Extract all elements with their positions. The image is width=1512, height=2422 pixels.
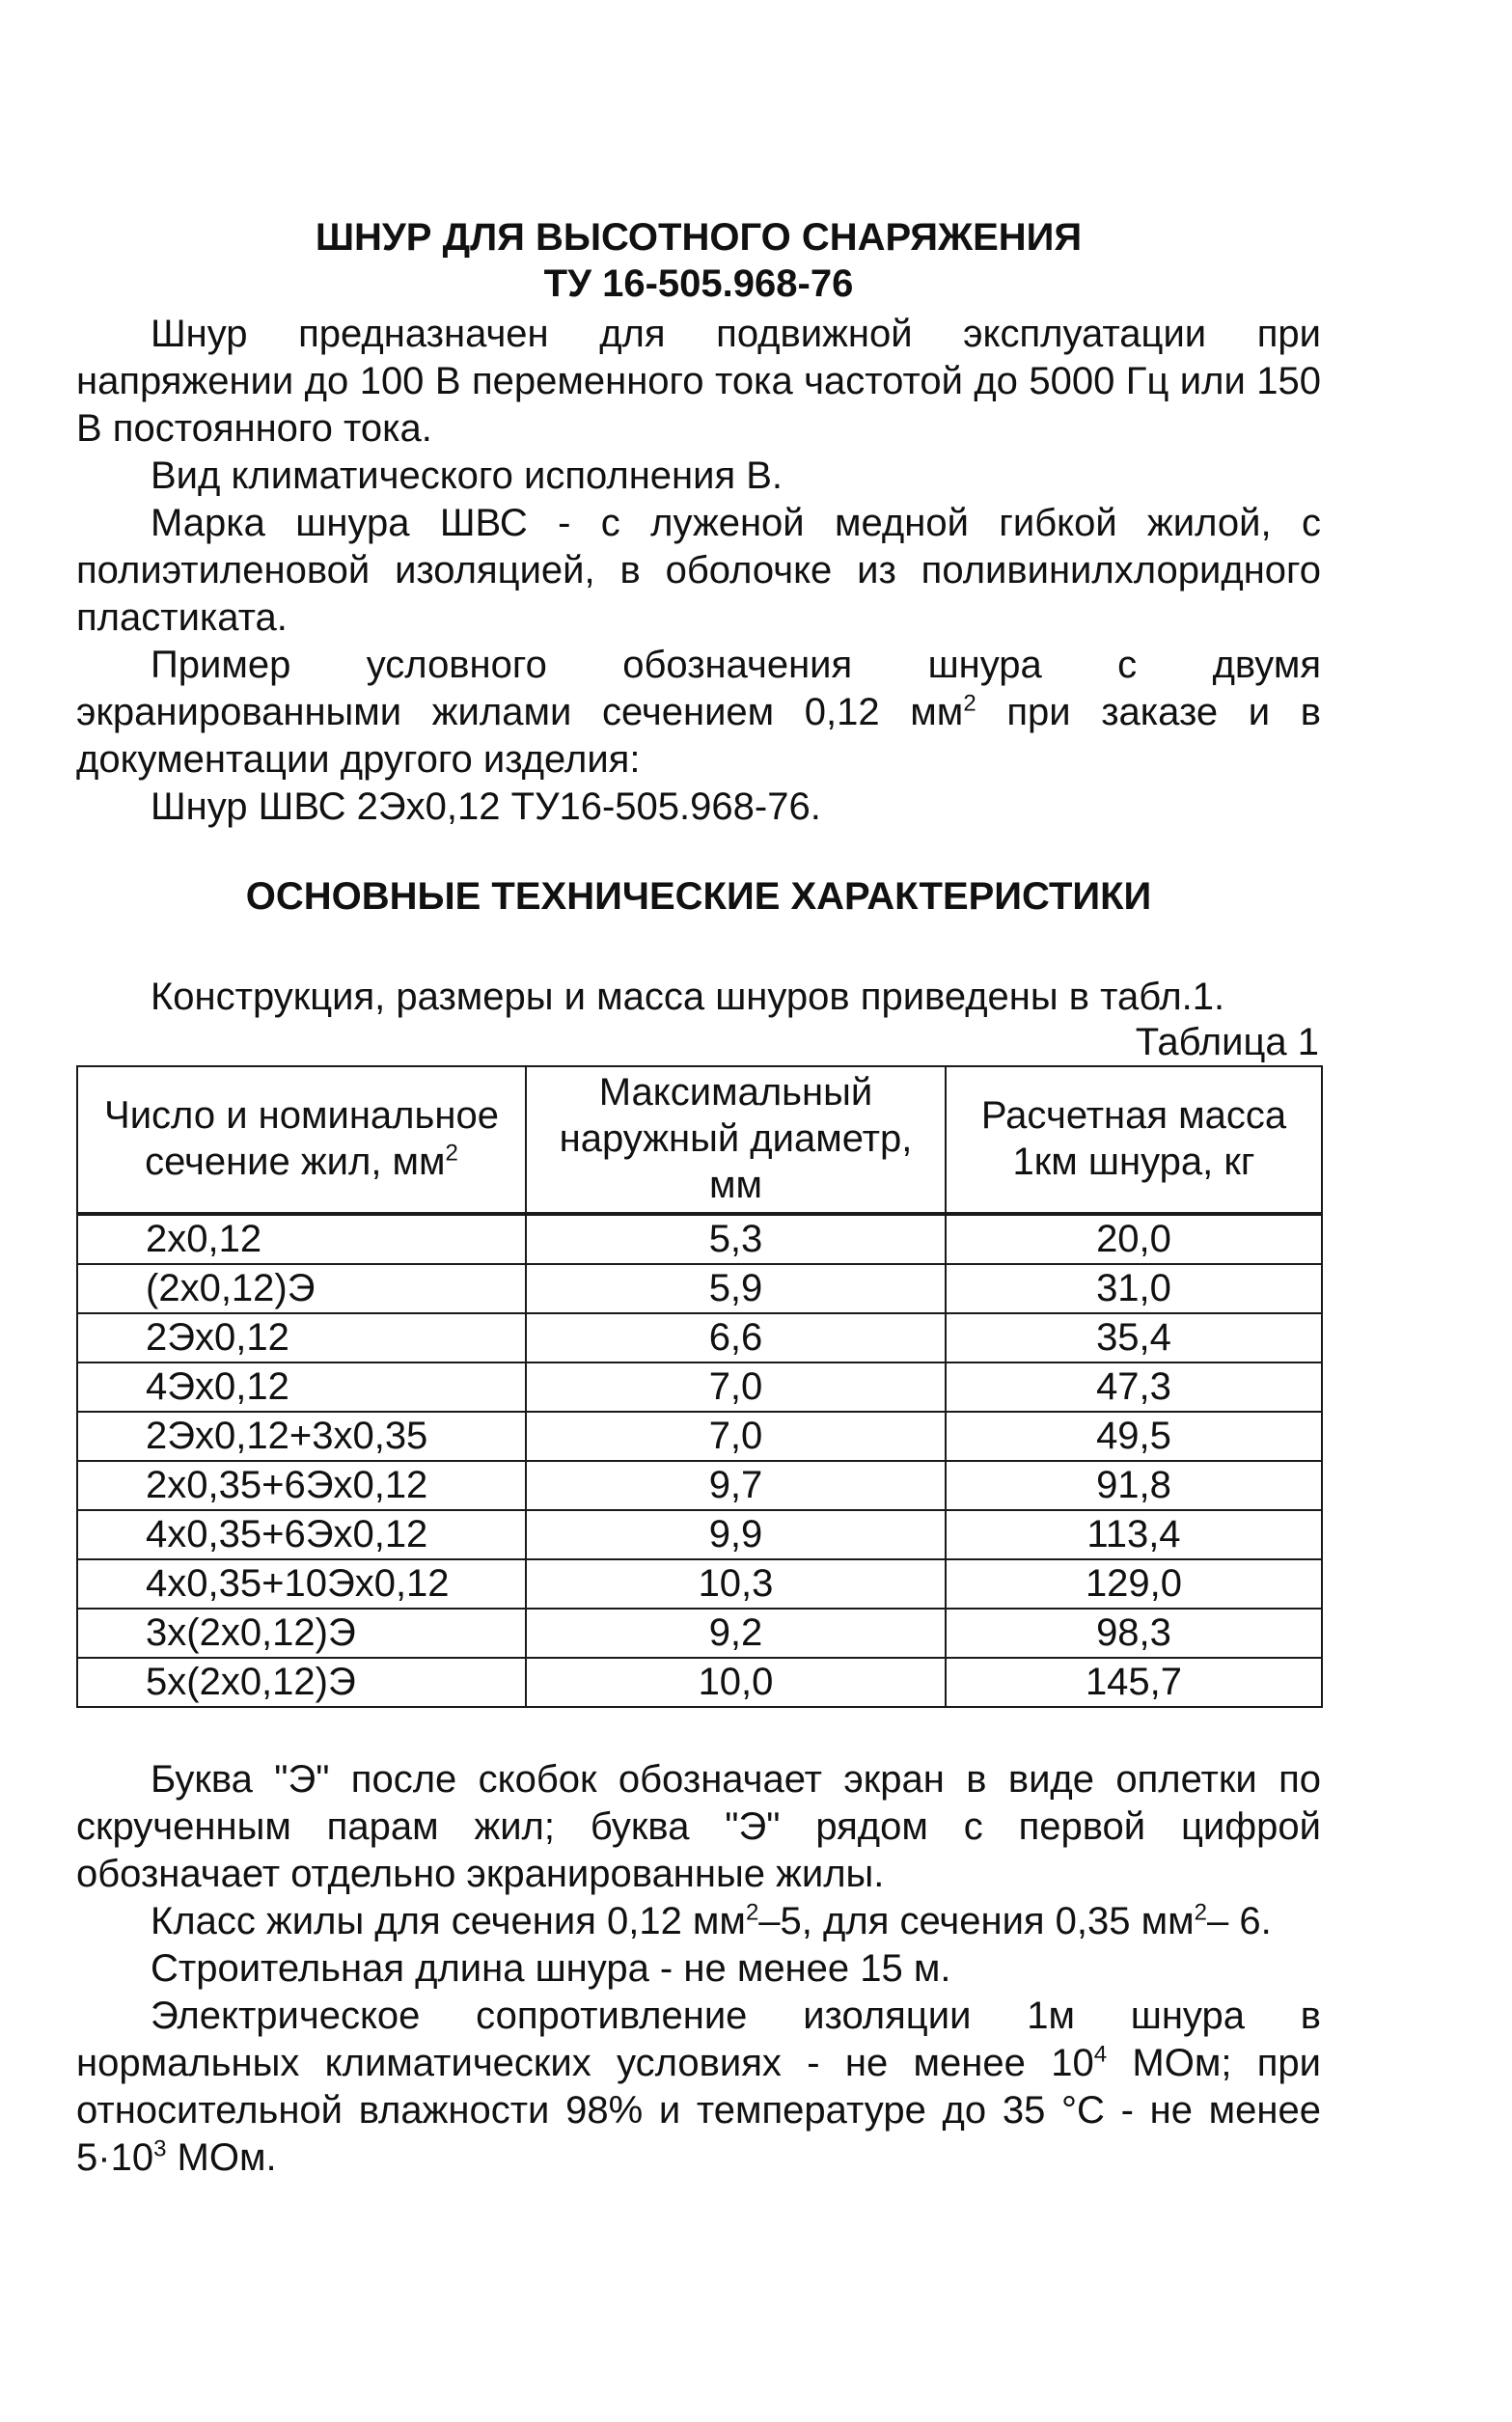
header-cell-cores <box>77 1066 526 1214</box>
table-row <box>77 1313 1322 1362</box>
table-row <box>77 1412 1322 1461</box>
cell-mass: 49,5 <box>946 1412 1322 1461</box>
header-cell-diameter: Максимальный наружный диаметр, мм <box>526 1066 946 1214</box>
cell-mass: 129,0 <box>946 1559 1322 1609</box>
cell-mass: 98,3 <box>946 1609 1322 1658</box>
cell-diameter: 5,3 <box>526 1214 946 1264</box>
resistance-superscript-2: 3 <box>153 2135 167 2162</box>
section-intro: Конструкция, размеры и масса шнуров приведены в табл.1. <box>151 976 1225 1018</box>
table-header-row <box>77 1066 1322 1214</box>
core-class-text-b: –5, для сечения 0,35 мм <box>758 1900 1195 1942</box>
cell-diameter: 6,6 <box>526 1313 946 1362</box>
cell-size: 2Эх0,12 <box>77 1313 526 1362</box>
cell-size: 3х(2х0,12)Э <box>77 1609 526 1658</box>
core-class-text-c: – 6. <box>1207 1900 1272 1942</box>
cell-size: 4х0,35+6Эх0,12 <box>77 1510 526 1559</box>
cell-size: 2Эх0,12+3х0,35 <box>77 1412 526 1461</box>
cell-mass: 91,8 <box>946 1461 1322 1510</box>
resistance-superscript-1: 4 <box>1093 2041 1108 2068</box>
cell-size: 4Эх0,12 <box>77 1362 526 1412</box>
cell-mass: 113,4 <box>946 1510 1322 1559</box>
cell-diameter: 9,2 <box>526 1609 946 1658</box>
core-class-superscript-2: 2 <box>1194 1899 1208 1926</box>
resistance-text-c: МОм. <box>166 2136 277 2179</box>
intro-paragraph-designation: Шнур ШВС 2Эх0,12 ТУ16-505.968-76. <box>151 785 821 828</box>
notes-block <box>76 1756 1321 2182</box>
resistance-text-b: МОм; при относительной влажности 98% и температуре до 35 °С - не менее 5·10 <box>76 2042 1322 2179</box>
core-class-superscript-1: 2 <box>745 1899 759 1926</box>
table-row <box>77 1264 1322 1313</box>
core-class-text-a: Класс жилы для сечения 0,12 мм <box>151 1900 746 1942</box>
note-letter-e: Буква "Э" после скобок обозначает экран в виде оплетки по скрученным парам жил; буква "Э" рядом с первой цифрой обозначает отдельно экранированные жилы. <box>76 1758 1321 1895</box>
note-insulation-resistance <box>76 1993 1321 2182</box>
header-cores-superscript: 2 <box>445 1140 458 1167</box>
table-row <box>77 1362 1322 1412</box>
table-row <box>77 1609 1322 1658</box>
note-core-class <box>76 1898 1321 1945</box>
cell-diameter: 7,0 <box>526 1362 946 1412</box>
example-text-before: Пример условного обозначения шнура с двумя экранированными жилами сечением 0,12 мм <box>76 644 1321 733</box>
cell-mass: 20,0 <box>946 1214 1322 1264</box>
cell-diameter: 9,7 <box>526 1461 946 1510</box>
cell-diameter: 5,9 <box>526 1264 946 1313</box>
cell-mass: 47,3 <box>946 1362 1322 1412</box>
table-row <box>77 1510 1322 1559</box>
header-cell-mass: Расчетная масса 1км шнура, кг <box>946 1066 1322 1214</box>
document-page <box>76 214 1321 2182</box>
cable-spec-table <box>76 1065 1323 1708</box>
cell-size: (2х0,12)Э <box>77 1264 526 1313</box>
standard-number: ТУ 16-505.968-76 <box>543 262 854 305</box>
intro-paragraph-purpose: Шнур предназначен для подвижной эксплуатации при напряжении до 100 В переменного тока частотой до 5000 Гц или 150 В постоянного тока. <box>76 313 1321 450</box>
cell-mass: 35,4 <box>946 1313 1322 1362</box>
example-text-after: при заказе и в документации другого изделия: <box>76 691 1321 781</box>
header-cores-label: Число и номинальное сечение жил, мм <box>104 1094 499 1183</box>
cell-size: 2х0,12 <box>77 1214 526 1264</box>
intro-paragraph-brand: Марка шнура ШВС - с луженой медной гибкой жилой, с полиэтиленовой изоляцией, в оболочке из поливинилхлоридного пластиката. <box>76 502 1321 639</box>
cell-mass: 31,0 <box>946 1264 1322 1313</box>
cell-diameter: 10,0 <box>526 1658 946 1707</box>
cell-mass: 145,7 <box>946 1658 1322 1707</box>
cell-size: 4х0,35+10Эх0,12 <box>77 1559 526 1609</box>
resistance-text-a: Электрическое сопротивление изоляции 1м шнура в нормальных климатических условиях - не менее 10 <box>76 1995 1321 2084</box>
table-caption: Таблица 1 <box>1135 1021 1319 1063</box>
section-title: ОСНОВНЫЕ ТЕХНИЧЕСКИЕ ХАРАКТЕРИСТИКИ <box>245 875 1152 918</box>
intro-paragraph-example <box>76 642 1321 784</box>
table-row <box>77 1461 1322 1510</box>
cell-diameter: 9,9 <box>526 1510 946 1559</box>
table-row <box>77 1658 1322 1707</box>
example-superscript: 2 <box>963 690 976 717</box>
cell-size: 2х0,35+6Эх0,12 <box>77 1461 526 1510</box>
cell-diameter: 10,3 <box>526 1559 946 1609</box>
cell-diameter: 7,0 <box>526 1412 946 1461</box>
table-row <box>77 1559 1322 1609</box>
note-construction-length: Строительная длина шнура - не менее 15 м. <box>151 1947 951 1990</box>
intro-paragraph-climate: Вид климатического исполнения В. <box>151 454 783 497</box>
document-title: ШНУР ДЛЯ ВЫСОТНОГО СНАРЯЖЕНИЯ <box>315 216 1083 259</box>
cell-size: 5х(2х0,12)Э <box>77 1658 526 1707</box>
table-row <box>77 1214 1322 1264</box>
